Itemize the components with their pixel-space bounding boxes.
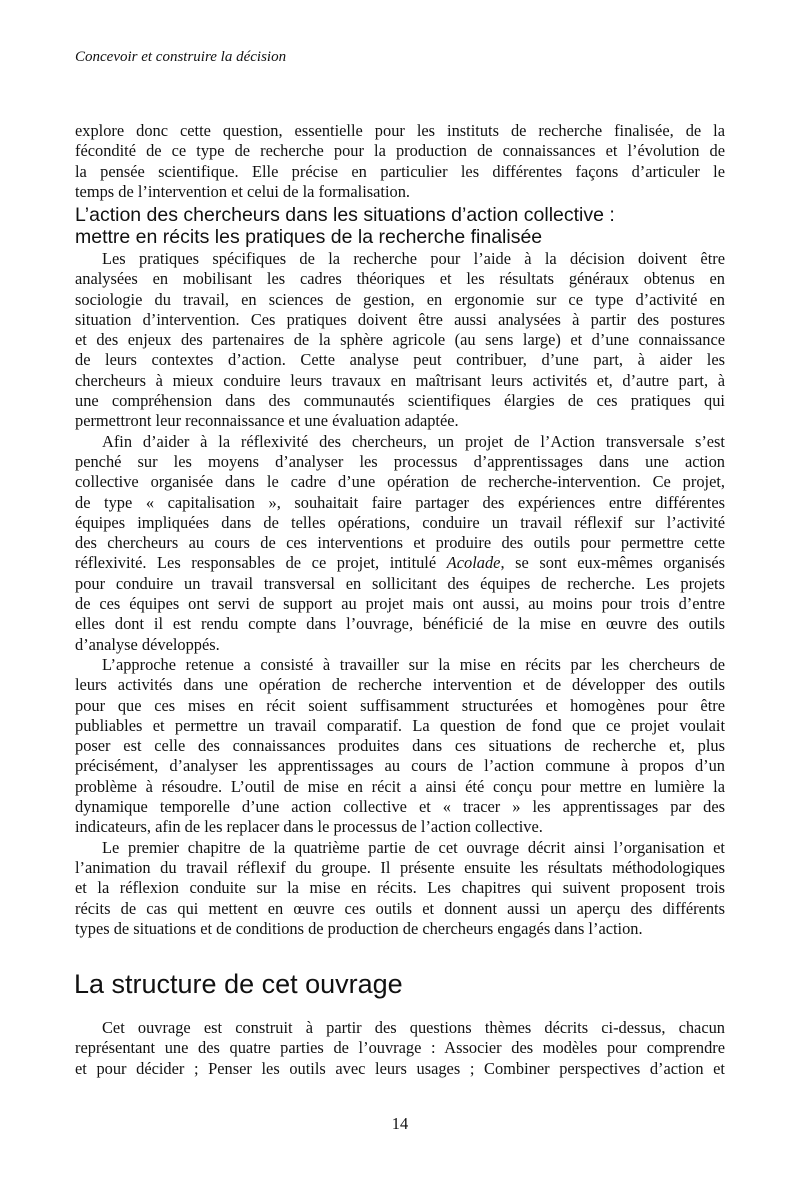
paragraph [75, 655, 725, 838]
paragraph [75, 249, 725, 432]
text-line: Le premier chapitre de la quatrième partie de cet ouvrage décrit ainsi l’organisation et [102, 837, 725, 857]
text-line: collective organisée dans le cadre d’une opération de recherche-intervention. Ce projet, [75, 472, 725, 492]
text-line: pour conduire un travail transversal en sollicitant des équipes de recherche. Les projets [75, 573, 725, 593]
text-line: leurs activités dans une opération de recherche intervention et de développer des outils [75, 675, 725, 695]
text-line: penché sur les moyens d’analyser les processus d’apprentissages dans une action [75, 451, 725, 471]
page-number: 14 [391, 1114, 409, 1133]
text-line: publiables et permettre un travail comparatif. La question de fond que ce projet voulait [75, 715, 725, 735]
text-line: problème à résoudre. L’outil de mise en récit a ainsi été conçu pour mettre en lumière la [75, 776, 725, 796]
text-line: une compréhension dans des communautés scientifiques élargies de ces pratiques qui [75, 391, 725, 411]
text-line: poser est celle des connaissances produites dans ces situations de recherche et, plus [75, 736, 725, 756]
text-line: des chercheurs au cours de ces interventions et produire des outils pour permettre cette [75, 533, 725, 553]
text-line: situation d’intervention. Ces pratiques doivent être aussi analysées à partir des postures [75, 309, 725, 329]
paragraph [75, 432, 725, 655]
text-line: l’animation du travail réflexif du groupe. Il présente ensuite les résultats méthodologiques [75, 857, 725, 877]
text-line: pour que ces mises en récit soient suffisamment structurées et homogènes pour être [75, 695, 725, 715]
text-line: analysées en mobilisant les cadres théoriques et les résultats généraux obtenus en [75, 269, 725, 289]
text-line: et la réflexion conduite sur la mise en récits. Les chapitres qui suivent proposent trois [75, 878, 725, 898]
text-line: Cet ouvrage est construit à partir des questions thèmes décrits ci-dessus, chacun [102, 1018, 725, 1037]
text-line: indicateurs, afin de les replacer dans le processus de l’action collective. [75, 817, 543, 837]
running-header: Concevoir et construire la décision [75, 49, 287, 65]
text-line: chercheurs à mieux conduire leurs travaux en maîtrisant leurs activités et, d’autre part, à [75, 370, 725, 390]
text-line: et pour décider ; Penser les outils avec leurs usages ; Combiner perspectives d’action et [75, 1058, 725, 1078]
text-line: L’approche retenue a consisté à travailler sur la mise en récits par les chercheurs de [102, 654, 725, 674]
text-line: dynamique temporelle d’une action collective et « tracer » les apprentissages par des [75, 797, 725, 817]
text-line: elles dont il est rendu compte dans l’ouvrage, bénéficié de la mise en œuvre des outils [75, 614, 725, 634]
text-line: de ces équipes ont servi de support au projet mais ont aussi, au moins pour trois d’entre [75, 594, 725, 614]
subheading [75, 204, 725, 248]
text-line: fécondité de ce type de recherche pour la production de connaissances et l’évolution de [75, 141, 725, 161]
text-line: de leurs contextes d’action. Cette analyse peut contribuer, d’une part, à aider les [75, 350, 725, 370]
text-line: et des enjeux des partenaires de la sphère agricole (au sens large) et d’une connaissance [75, 330, 725, 350]
text-line: Les pratiques spécifiques de la recherche pour l’aide à la décision doivent être [102, 249, 725, 268]
subheading-line: L’action des chercheurs dans les situations d’action collective : [75, 204, 615, 226]
section-paragraph [75, 1018, 725, 1079]
text-line: de type « capitalisation », souhaitait faire partager des expériences entre différentes [75, 492, 725, 512]
text-line: permettront leur reconnaissance et une évaluation adaptée. [75, 411, 459, 431]
paragraph [75, 838, 725, 939]
text-line: précisément, d’analyser les apprentissages au cours de l’action commune à propos d’un [75, 756, 725, 776]
text-line: Afin d’aider à la réflexivité des chercheurs, un projet de l’Action transversale s’est [102, 431, 725, 451]
text-line: la pensée scientifique. Elle précise en particulier les différentes façons d’articuler le [75, 161, 725, 181]
italic-title: Acolade [446, 553, 501, 573]
text-line: sociologie du travail, en sciences de gestion, en ergonomie sur ce type d’activité en [75, 289, 725, 309]
text-line: d’analyse développés. [75, 634, 220, 654]
text-line: récits de cas qui mettent en œuvre ces outils et donnent aussi un aperçu des différents [75, 898, 725, 918]
text-line: réflexivité. Les responsables de ce projet, intitulé Acolade, se sont eux-mêmes organisés [75, 553, 725, 573]
body-text [75, 249, 725, 939]
text-line: types de situations et de conditions de production de chercheurs engagés dans l’action. [75, 918, 643, 938]
section-heading: La structure de cet ouvrage [74, 969, 403, 999]
text-line: temps de l’intervention et celui de la formalisation. [75, 181, 410, 201]
text-line: représentant une des quatre parties de l’ouvrage : Associer des modèles pour comprendre [75, 1038, 725, 1058]
subheading-line: mettre en récits les pratiques de la recherche finalisée [75, 226, 543, 248]
intro-paragraph [75, 121, 725, 202]
text-line: explore donc cette question, essentielle pour les instituts de recherche finalisée, de la [75, 121, 725, 140]
text-line: équipes impliquées dans de telles opérations, conduire un travail réflexif sur l’activité [75, 512, 725, 532]
